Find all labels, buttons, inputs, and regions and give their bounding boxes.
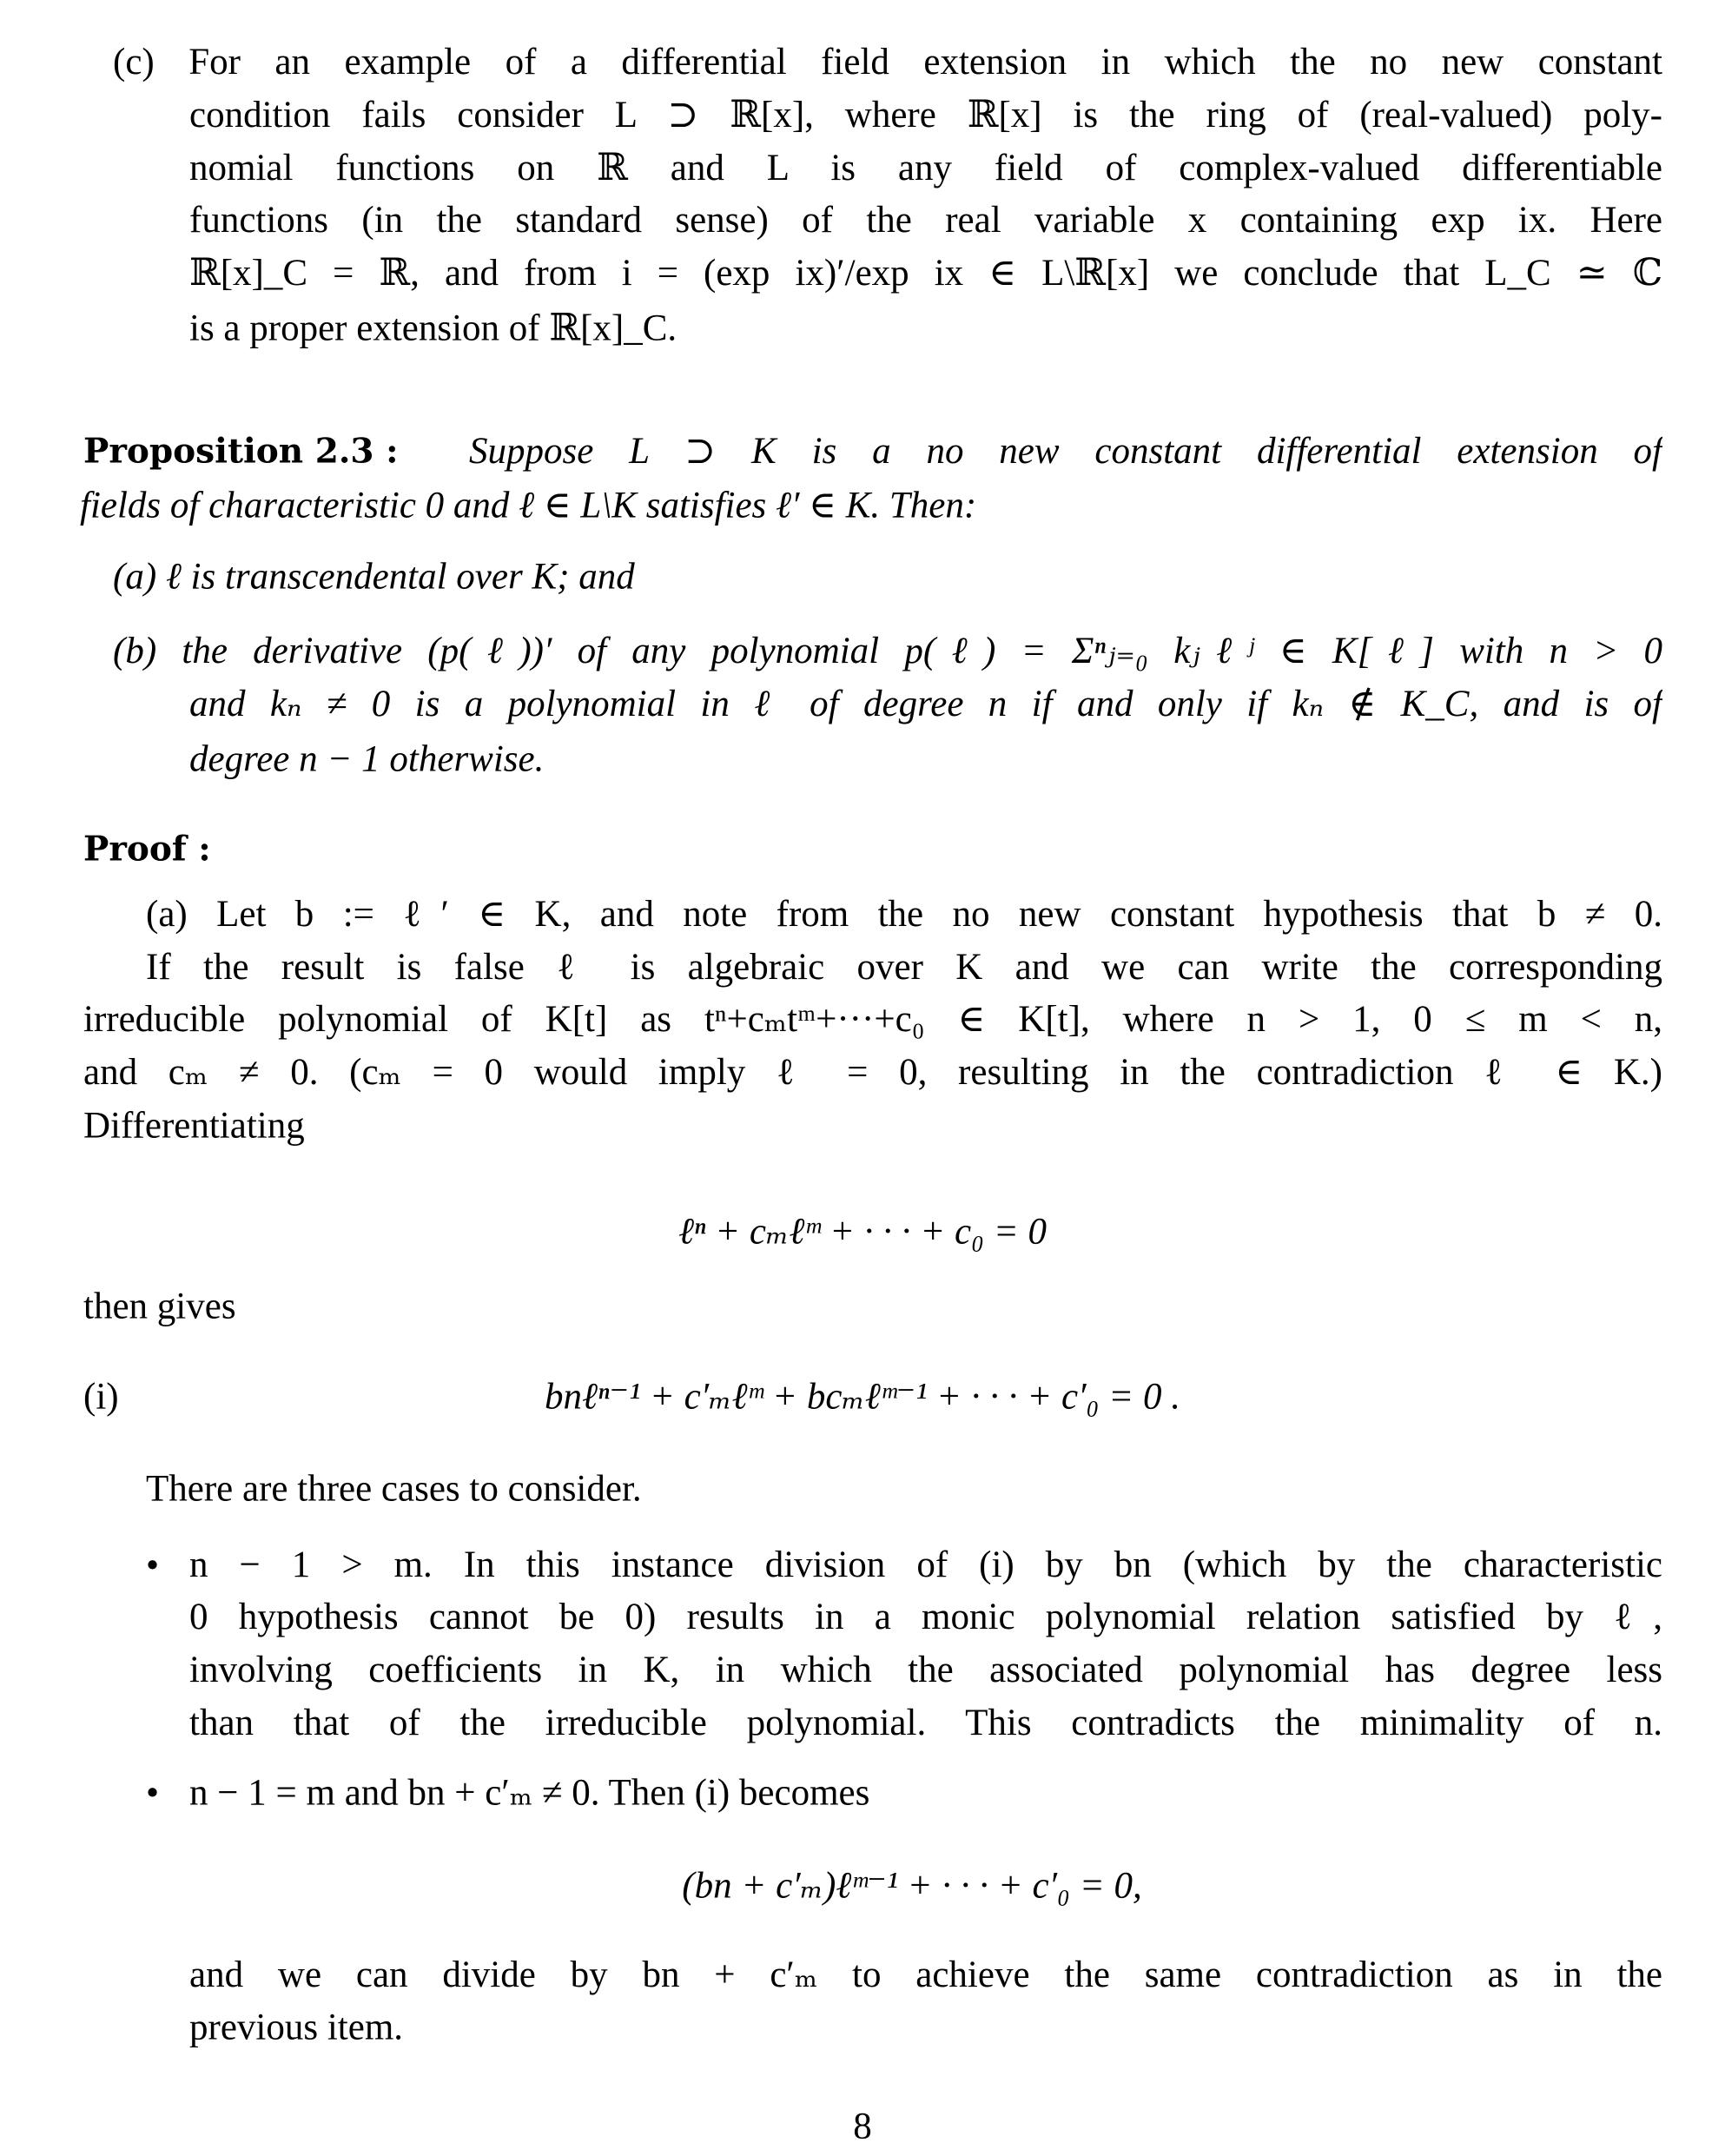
text-line: n − 1 = m and bn + c′ₘ ≠ 0. Then (i) becomes — [189, 1772, 870, 1814]
text-line: Suppose L ⊃ K is a no new constant differential extension of — [469, 431, 1662, 472]
text-line: degree n − 1 otherwise. — [189, 738, 545, 780]
text-line: involving coefficients in K, in which the associated polynomial has degree less — [189, 1650, 1662, 1690]
proposition-heading: Proposition 2.3 : — [83, 431, 399, 472]
text-line: n − 1 > m. In this instance division of (i) by bn (which by the characteristic — [189, 1544, 1662, 1585]
text-line: (a) Let b := ℓ′ ∈ K, and note from the no new constant hypothesis that b ≠ 0. — [146, 894, 1662, 935]
text-line: and we can divide by bn + c′ₘ to achieve the same contradiction as in the — [189, 1954, 1662, 1995]
proof-heading: Proof : — [83, 829, 211, 870]
bullet-icon: • — [146, 1772, 160, 1814]
text-line: 0 hypothesis cannot be 0) results in a monic polynomial relation satisfied by ℓ, — [189, 1597, 1662, 1637]
bullet-icon: • — [146, 1544, 160, 1586]
text-line: and kₙ ≠ 0 is a polynomial in ℓ of degree n if and only if kₙ ∉ K_C, and is of — [189, 684, 1662, 724]
text-line: nomial functions on ℝ and L is any field of complex-valued differentiable — [189, 148, 1662, 188]
text-line: fields of characteristic 0 and ℓ ∈ L\K satisfies ℓ′ ∈ K. Then: — [80, 485, 977, 526]
text-line: There are three cases to consider. — [146, 1468, 642, 1510]
page-number: 8 — [853, 2106, 872, 2147]
text-line: ℝ[x]_C = ℝ, and from i = (exp ix)′/exp ix ∈ L\ℝ[x] we conclude that L_C ≃ ℂ — [189, 253, 1662, 294]
equation-label: (i) — [83, 1376, 119, 1418]
equation: (bn + c′ₘ)ℓᵐ⁻¹ + · · · + c′₀ = 0, — [682, 1865, 1142, 1907]
text-line: (c) For an example of a differential field extension in which the no new constant — [113, 42, 1662, 83]
text-line: then gives — [83, 1286, 236, 1327]
proposition-item-a: (a) ℓ is transcendental over K; and — [113, 556, 635, 598]
text-line: (b) the derivative (p(ℓ))′ of any polynomial p(ℓ) = Σⁿⱼ₌₀ kⱼℓʲ ∈ K[ℓ] with n > 0 — [113, 631, 1662, 671]
text-line: is a proper extension of ℝ[x]_C. — [189, 308, 677, 349]
text-line: Differentiating — [83, 1105, 305, 1147]
text-line: If the result is false ℓ is algebraic over K and we can write the corresponding — [146, 947, 1662, 988]
text-line: than that of the irreducible polynomial. This contradicts the minimality of n. — [189, 1703, 1662, 1743]
text-line: previous item. — [189, 2007, 404, 2048]
text-line: irreducible polynomial of K[t] as tⁿ+cₘtᵐ+···+c₀ ∈ K[t], where n > 1, 0 ≤ m < n, — [83, 999, 1662, 1040]
text-line: condition fails consider L ⊃ ℝ[x], where ℝ[x] is the ring of (real-valued) poly- — [189, 95, 1662, 136]
equation: ℓⁿ + cₘℓᵐ + · · · + c₀ = 0 — [677, 1211, 1048, 1253]
equation: bnℓⁿ⁻¹ + c′ₘℓᵐ + bcₘℓᵐ⁻¹ + · · · + c′₀ = 0 . — [545, 1376, 1180, 1418]
text-line: and cₘ ≠ 0. (cₘ = 0 would imply ℓ = 0, resulting in the contradiction ℓ ∈ K.) — [83, 1052, 1662, 1093]
text-line: functions (in the standard sense) of the real variable x containing exp ix. Here — [189, 200, 1662, 241]
